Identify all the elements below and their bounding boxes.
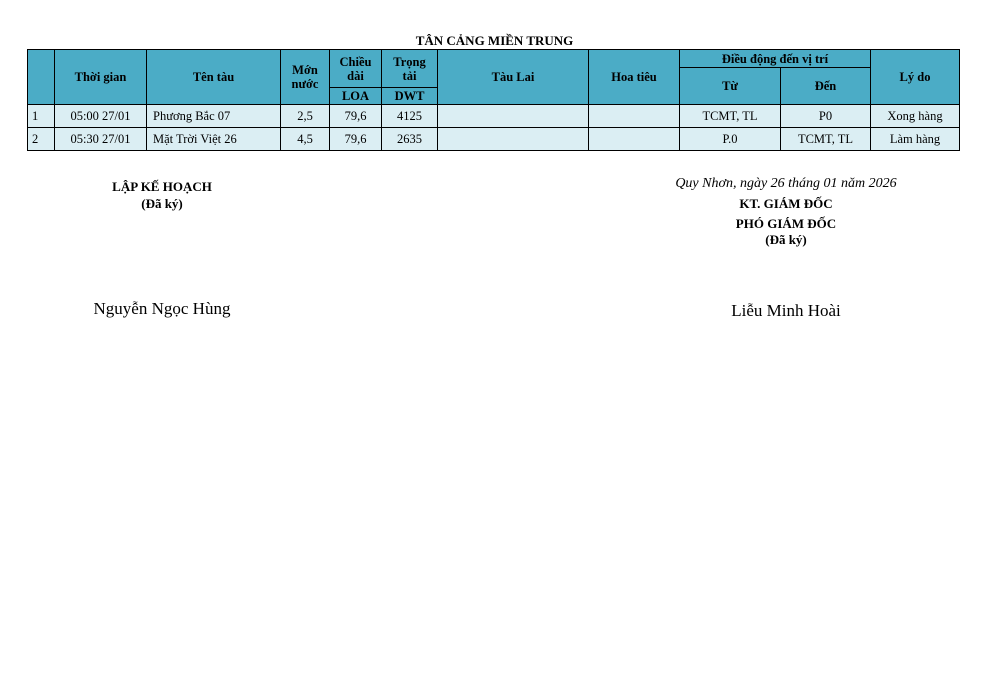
header-reason: Lý do	[871, 50, 960, 105]
cell-draft: 4,5	[281, 128, 330, 151]
approver-signed-status: (Đã ký)	[765, 232, 807, 247]
header-stt	[28, 50, 55, 105]
cell-pilot	[589, 105, 680, 128]
table-row	[28, 128, 960, 151]
cell-to: P0	[781, 105, 871, 128]
header-tug: Tàu Lai	[438, 50, 589, 105]
planner-role: LẬP KẾ HOẠCH	[112, 179, 212, 194]
cell-pilot	[589, 128, 680, 151]
cell-ship-name: Phương Bắc 07	[147, 105, 281, 128]
cell-from: TCMT, TL	[680, 105, 781, 128]
cell-ship-name: Mặt Trời Việt 26	[147, 128, 281, 151]
place-date: Quy Nhơn, ngày 26 tháng 01 năm 2026	[675, 176, 897, 191]
cell-no: 1	[28, 105, 55, 128]
cell-tug	[438, 105, 589, 128]
planner-name: Nguyễn Ngọc Hùng	[93, 299, 231, 318]
cell-reason: Xong hàng	[871, 105, 960, 128]
header-pilot: Hoa tiêu	[589, 50, 680, 105]
document-title: TÂN CẢNG MIỀN TRUNG	[415, 33, 574, 48]
right-signature-block	[636, 176, 936, 248]
cell-time: 05:30 27/01	[55, 128, 147, 151]
header-draft	[281, 50, 330, 105]
approver-role-1: KT. GIÁM ĐỐC	[739, 196, 833, 211]
cell-time: 05:00 27/01	[55, 105, 147, 128]
cell-loa: 79,6	[330, 105, 382, 128]
approver-role-2: PHÓ GIÁM ĐỐC	[735, 216, 837, 231]
cell-loa: 79,6	[330, 128, 382, 151]
cell-draft: 2,5	[281, 105, 330, 128]
cell-tug	[438, 128, 589, 151]
header-length-label: Chiều dài	[339, 54, 372, 83]
ship-schedule-table	[27, 49, 960, 151]
header-length-unit: LOA	[330, 88, 382, 105]
left-signature-block	[62, 179, 262, 212]
header-ship-name: Tên tàu	[147, 50, 281, 105]
header-from: Từ	[680, 68, 781, 105]
header-length	[330, 50, 382, 88]
cell-dwt: 2635	[382, 128, 438, 151]
cell-from: P.0	[680, 128, 781, 151]
cell-reason: Làm hàng	[871, 128, 960, 151]
header-move: Điều động đến vị trí	[680, 50, 871, 68]
approver-name: Liễu Minh Hoài	[731, 301, 841, 320]
planner-signed-status: (Đã ký)	[141, 196, 183, 211]
header-tonnage	[382, 50, 438, 88]
cell-dwt: 4125	[382, 105, 438, 128]
cell-no: 2	[28, 128, 55, 151]
header-draft-label: Mớn nước	[291, 63, 319, 91]
header-tonnage-label: Trọng tải	[393, 54, 426, 83]
table-row	[28, 105, 960, 128]
header-to: Đến	[781, 68, 871, 105]
cell-to: TCMT, TL	[781, 128, 871, 151]
header-time: Thời gian	[55, 50, 147, 105]
header-tonnage-unit: DWT	[382, 88, 438, 105]
